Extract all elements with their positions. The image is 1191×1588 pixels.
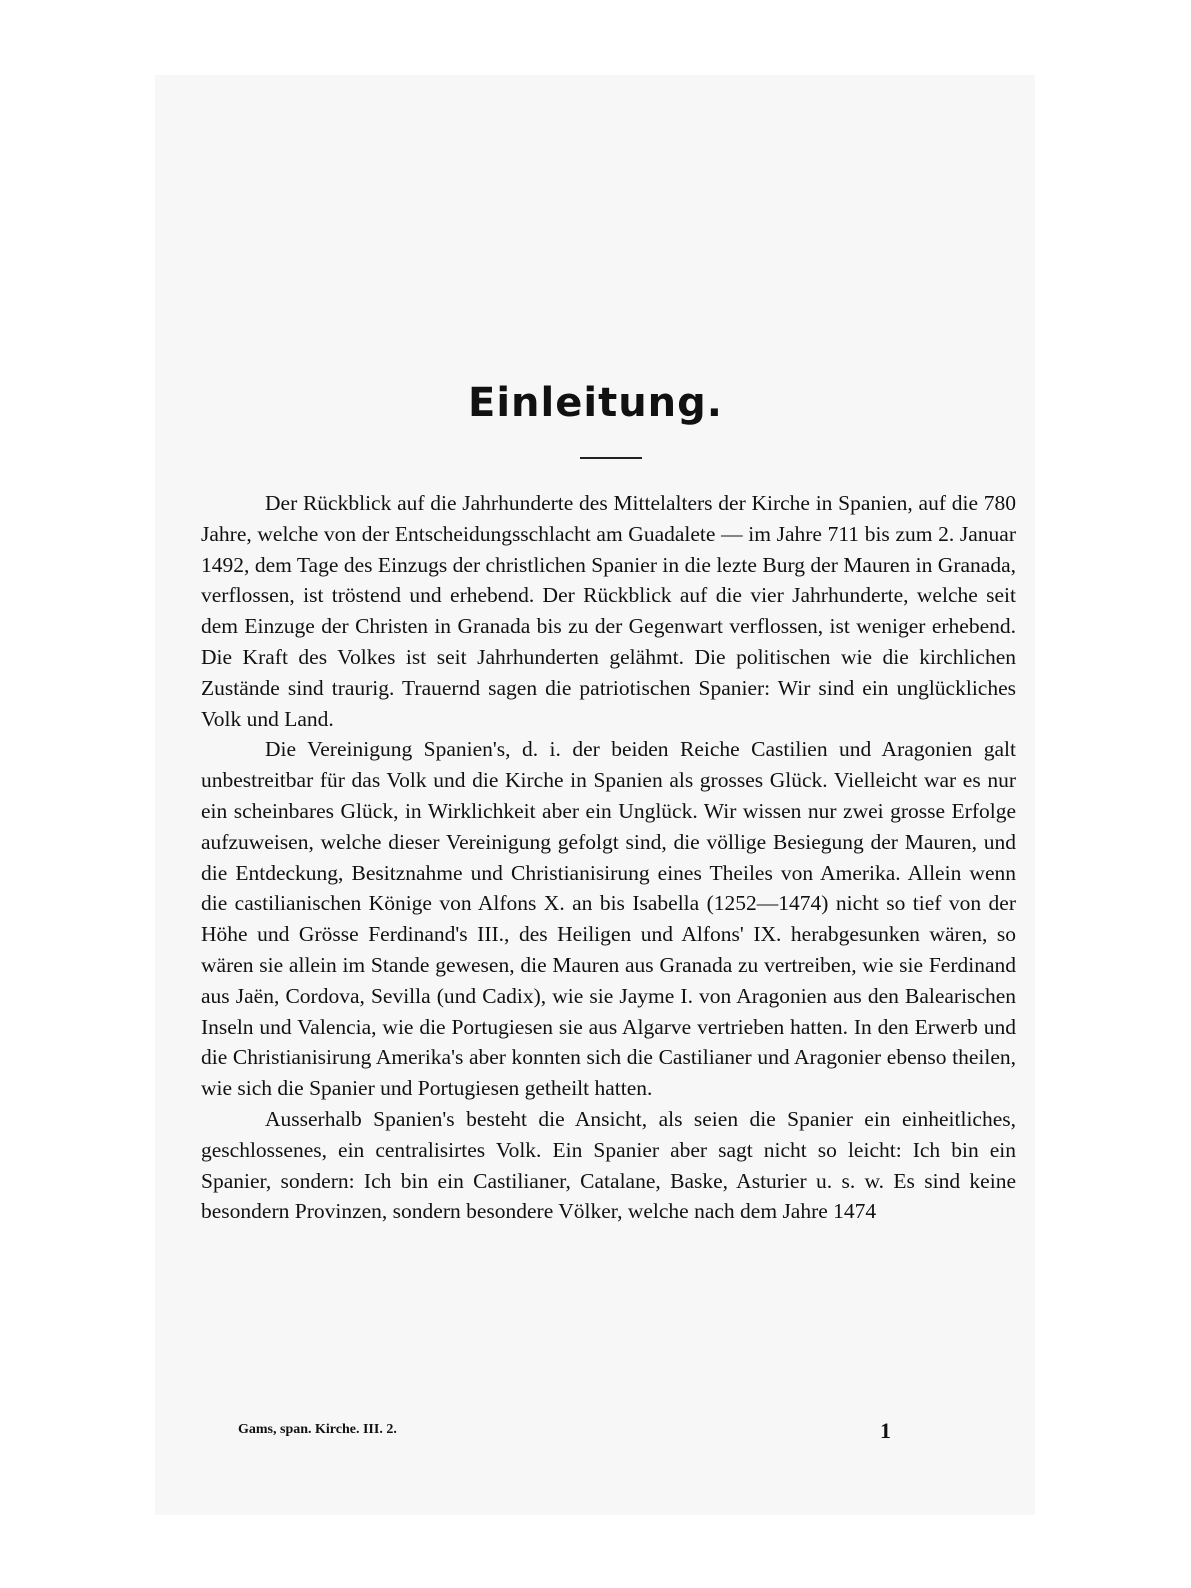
paragraph-2: Die Vereinigung Spanien's, d. i. der beiden Reiche Castilien und Aragonien galt unbestreitbar für das Volk und die Kirche in Spanien als grosses Glück. Vielleicht war es nur ein scheinbares Glück, in Wirklichkeit aber ein Unglück. Wir wissen nur zwei grosse Erfolge aufzuweisen, welche dieser Vereinigung gefolgt sind, die völlige Besiegung der Mauren, und die Entdeckung, Besitznahme und Christianisirung eines Theiles von Amerika. Allein wenn die castilianischen Könige von Alfons X. an bis Isabella (1252—1474) nicht so tief von der Höhe und Grösse Ferdinand's III., des Heiligen und Alfons' IX. herabgesunken wären, so wären sie allein im Stande gewesen, die Mauren aus Granada zu vertreiben, wie sie Ferdinand aus Jaën, Cordova, Sevilla (und Cadix), wie sie Jayme I. von Aragonien aus den Balearischen Inseln und Valencia, wie die Portugiesen sie aus Algarve vertrieben hatten. In den Erwerb und die Christianisirung Amerika's aber konnten sich die Castilianer und Aragonier ebenso theilen, wie sich die Spanier und Portugiesen getheilt hatten. — [201, 737, 1016, 1101]
footer-signature: Gams, span. Kirche. III. 2. — [238, 1422, 397, 1437]
page-number: 1 — [880, 1418, 891, 1443]
body-text — [201, 488, 1016, 1227]
chapter-title: Einleitung. — [468, 380, 723, 426]
paragraph-3: Ausserhalb Spanien's besteht die Ansicht, als seien die Spanier ein einheitliches, geschlossenes, ein centralisirtes Volk. Ein Spanier aber sagt nicht so leicht: Ich bin ein Spanier, sondern: Ich bin ein Castilianer, Catalane, Baske, Asturier u. s. w. Es sind keine besondern Provinzen, sondern besondere Völker, welche nach dem Jahre 1474 — [201, 1106, 1016, 1224]
title-rule — [580, 457, 642, 459]
paragraph-1: Der Rückblick auf die Jahrhunderte des Mittelalters der Kirche in Spanien, auf die 780 Jahre, welche von der Entscheidungsschlacht am Guadalete — im Jahre 711 bis zum 2. Januar 1492, dem Tage des Einzugs der christlichen Spanier in die lezte Burg der Mauren in Granada, verflossen, ist tröstend und erhebend. Der Rückblick auf die vier Jahrhunderte, welche seit dem Einzuge der Christen in Granada bis zu der Gegenwart verflossen, ist weniger erhebend. Die Kraft des Volkes ist seit Jahrhunderten gelähmt. Die politischen wie die kirchlichen Zustände sind traurig. Trauernd sagen die patriotischen Spanier: Wir sind ein unglückliches Volk und Land. — [201, 491, 1016, 731]
